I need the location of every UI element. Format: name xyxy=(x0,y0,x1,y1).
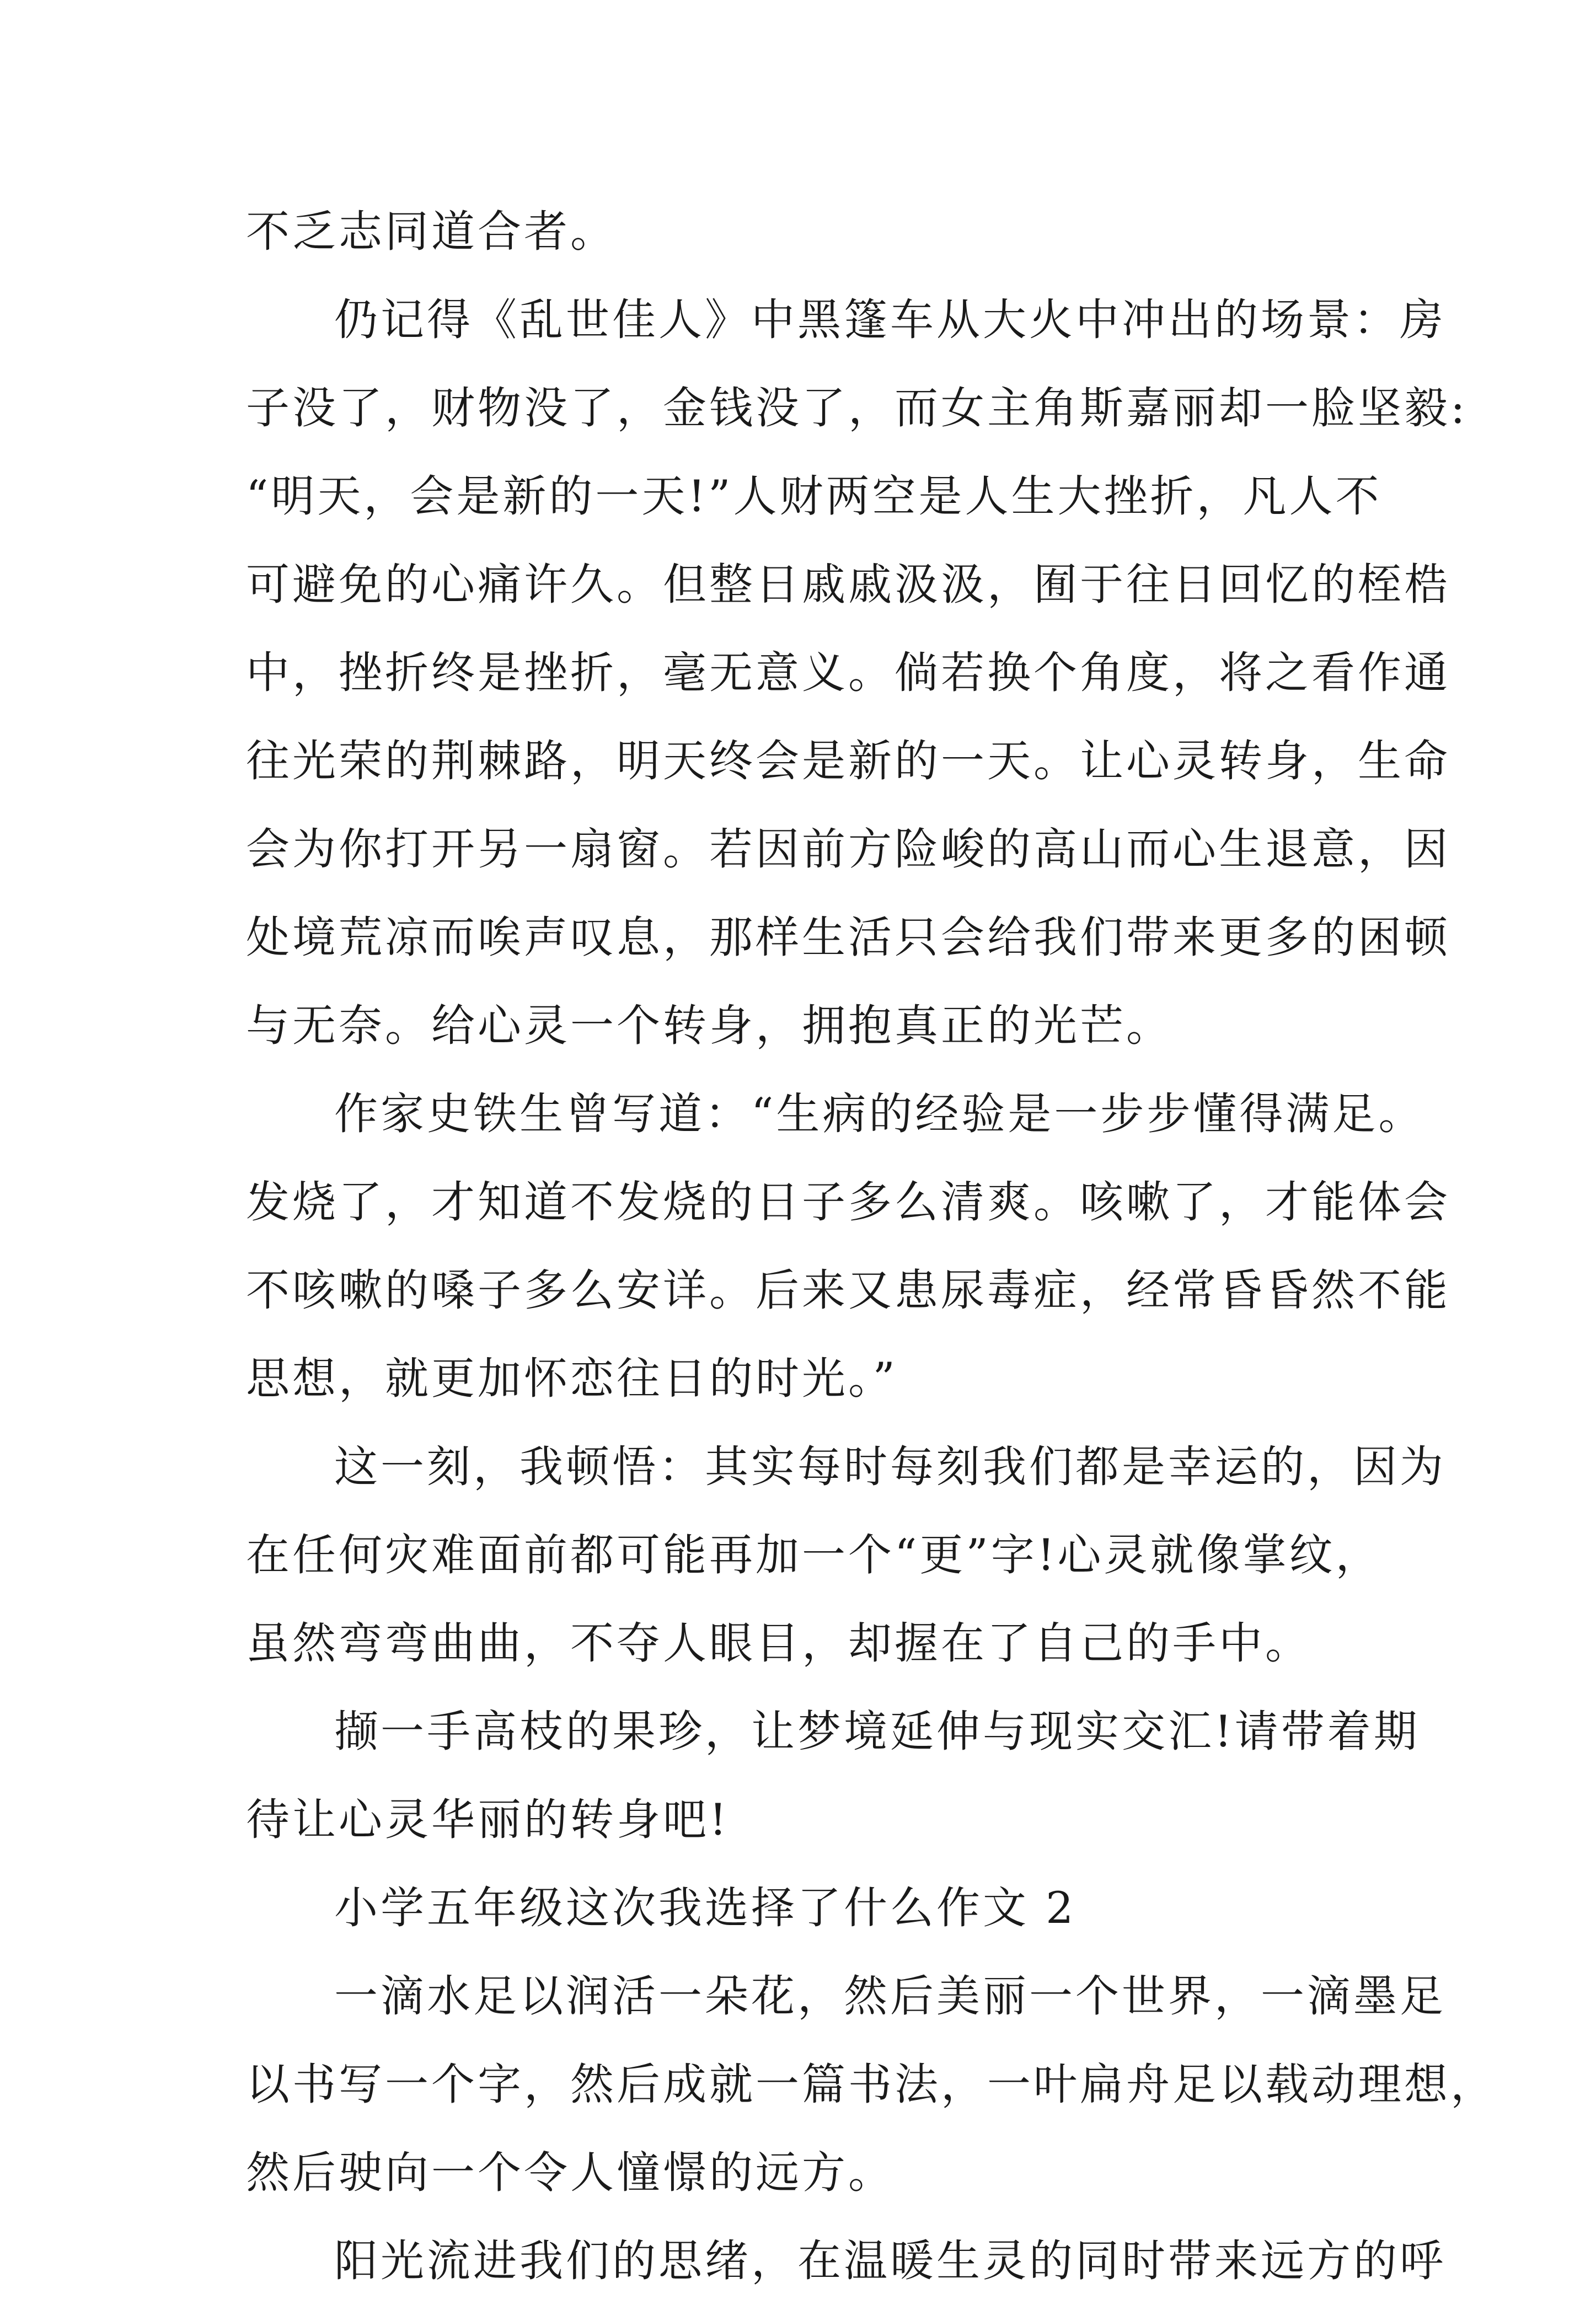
text-line: 以书写一个字，然后成就一篇书法，一叶扁舟足以载动理想， xyxy=(246,2059,1497,2110)
text-line: 可避免的心痛许久。但整日戚戚汲汲，囿于往日回忆的桎梏 xyxy=(246,559,1450,610)
paragraph-start-line: 这一刻，我顿悟：其实每时每刻我们都是幸运的，因为 xyxy=(334,1441,1446,1492)
text-line: 思想，就更加怀恋往日的时光。” xyxy=(246,1353,898,1404)
text-line: 处境荒凉而唉声叹息，那样生活只会给我们带来更多的困顿 xyxy=(246,912,1450,963)
text-line: 往光荣的荆棘路，明天终会是新的一天。让心灵转身，生命 xyxy=(246,736,1450,786)
paragraph-start-line: 一滴水足以润活一朵花，然后美丽一个世界，一滴墨足 xyxy=(334,1971,1446,2022)
text-line: 会为你打开另一扇窗。若因前方险峻的高山而心生退意，因 xyxy=(246,824,1450,875)
text-line: 在任何灾难面前都可能再加一个“更”字!心灵就像掌纹， xyxy=(246,1530,1382,1580)
paragraph-start-line: 撷一手高枝的果珍，让梦境延伸与现实交汇!请带着期 xyxy=(334,1706,1420,1757)
text-line: 待让心灵华丽的转身吧! xyxy=(246,1794,730,1845)
document-body xyxy=(246,187,1497,2305)
paragraph-start-line: 阳光流进我们的思绪，在温暖生灵的同时带来远方的呼 xyxy=(334,2236,1446,2286)
text-line: 虽然弯弯曲曲，不夺人眼目，却握在了自己的手中。 xyxy=(246,1618,1311,1669)
text-line: 然后驶向一个令人憧憬的远方。 xyxy=(246,2147,895,2198)
text-line: 不乏志同道合者。 xyxy=(246,206,617,257)
text-line: 与无奈。给心灵一个转身，拥抱真正的光芒。 xyxy=(246,1000,1172,1051)
text-line: “明天，会是新的一天!”人财两空是人生大挫折，凡人不 xyxy=(246,471,1382,522)
text-line: 中，挫折终是挫折，毫无意义。倘若换个角度，将之看作通 xyxy=(246,647,1450,698)
paragraph-start-line: 仍记得《乱世佳人》中黑篷车从大火中冲出的场景：房 xyxy=(334,294,1446,345)
paragraph-start-line: 作家史铁生曾写道：“生病的经验是一步步懂得满足。 xyxy=(334,1089,1425,1139)
section-heading: 小学五年级这次我选择了什么作文 2 xyxy=(334,1883,1077,1933)
text-line: 子没了，财物没了，金钱没了，而女主角斯嘉丽却一脸坚毅: xyxy=(246,383,1468,433)
text-line: 发烧了，才知道不发烧的日子多么清爽。咳嗽了，才能体会 xyxy=(246,1177,1450,1227)
text-line: 不咳嗽的嗓子多么安详。后来又患尿毒症，经常昏昏然不能 xyxy=(246,1265,1450,1316)
